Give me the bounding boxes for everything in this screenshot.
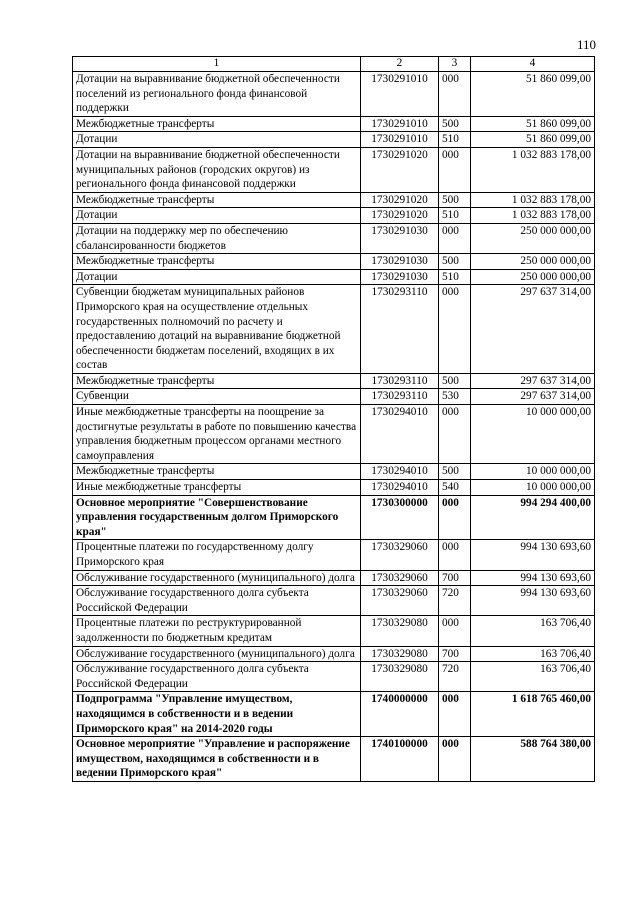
row-type-cell: 000 bbox=[439, 692, 471, 737]
row-sum-cell: 51 860 099,00 bbox=[471, 72, 595, 117]
table-row bbox=[73, 116, 595, 132]
row-code-cell: 1730294010 bbox=[361, 405, 439, 464]
row-name-cell: Обслуживание государственного (муниципального) долга bbox=[73, 570, 361, 586]
row-sum-cell: 1 032 883 178,00 bbox=[471, 147, 595, 192]
row-sum-cell: 10 000 000,00 bbox=[471, 480, 595, 496]
row-sum-cell: 1 032 883 178,00 bbox=[471, 208, 595, 224]
row-code-cell: 1730300000 bbox=[361, 495, 439, 540]
row-name-cell: Обслуживание государственного (муниципального) долга bbox=[73, 646, 361, 662]
row-code-cell: 1730293110 bbox=[361, 373, 439, 389]
row-name-cell: Основное мероприятие "Совершенствование управления государственным долгом Приморского края" bbox=[73, 495, 361, 540]
row-name-cell: Подпрограмма "Управление имуществом, находящимся в собственности и в ведении Приморского края" на 2014-2020 годы bbox=[73, 692, 361, 737]
row-code-cell: 1730294010 bbox=[361, 480, 439, 496]
row-name-cell: Дотации bbox=[73, 132, 361, 148]
row-name-cell: Дотации на выравнивание бюджетной обеспеченности поселений из регионального фонда финансовой поддержки bbox=[73, 72, 361, 117]
row-sum-cell: 994 130 693,60 bbox=[471, 570, 595, 586]
row-name-cell: Обслуживание государственного долга субъекта Российской Федерации bbox=[73, 662, 361, 692]
row-code-cell: 1730291030 bbox=[361, 254, 439, 270]
table-row bbox=[73, 223, 595, 253]
row-sum-cell: 1 032 883 178,00 bbox=[471, 192, 595, 208]
row-name-cell: Межбюджетные трансферты bbox=[73, 373, 361, 389]
row-code-cell: 1730291020 bbox=[361, 147, 439, 192]
row-name-cell: Обслуживание государственного долга субъекта Российской Федерации bbox=[73, 586, 361, 616]
row-sum-cell: 10 000 000,00 bbox=[471, 464, 595, 480]
row-type-cell: 500 bbox=[439, 116, 471, 132]
table-row bbox=[73, 254, 595, 270]
row-type-cell: 500 bbox=[439, 254, 471, 270]
row-name-cell: Дотации на поддержку мер по обеспечению сбалансированности бюджетов bbox=[73, 223, 361, 253]
table-row bbox=[73, 646, 595, 662]
row-code-cell: 1730291020 bbox=[361, 208, 439, 224]
table-row bbox=[73, 405, 595, 464]
table-row bbox=[73, 285, 595, 374]
row-sum-cell: 1 618 765 460,00 bbox=[471, 692, 595, 737]
table-row bbox=[73, 192, 595, 208]
row-code-cell: 1730293110 bbox=[361, 285, 439, 374]
row-name-cell: Иные межбюджетные трансферты на поощрение за достигнутые результаты в работе по повышению качества управления бюджетным процессом органами местного самоуправления bbox=[73, 405, 361, 464]
table-row bbox=[73, 269, 595, 285]
table-row bbox=[73, 147, 595, 192]
row-type-cell: 000 bbox=[439, 737, 471, 782]
row-code-cell: 1730329080 bbox=[361, 616, 439, 646]
table-row bbox=[73, 464, 595, 480]
row-sum-cell: 297 637 314,00 bbox=[471, 285, 595, 374]
row-sum-cell: 250 000 000,00 bbox=[471, 269, 595, 285]
table-row bbox=[73, 495, 595, 540]
row-code-cell: 1730291010 bbox=[361, 132, 439, 148]
row-type-cell: 500 bbox=[439, 192, 471, 208]
row-name-cell: Межбюджетные трансферты bbox=[73, 192, 361, 208]
row-name-cell: Процентные платежи по государственному долгу Приморского края bbox=[73, 540, 361, 570]
row-name-cell: Процентные платежи по реструктурированной задолженности по бюджетным кредитам bbox=[73, 616, 361, 646]
row-type-cell: 000 bbox=[439, 405, 471, 464]
row-type-cell: 000 bbox=[439, 495, 471, 540]
header-sum-column: 4 bbox=[471, 57, 595, 72]
row-type-cell: 510 bbox=[439, 269, 471, 285]
table-row bbox=[73, 208, 595, 224]
row-code-cell: 1730294010 bbox=[361, 464, 439, 480]
row-code-cell: 1730329060 bbox=[361, 586, 439, 616]
row-type-cell: 720 bbox=[439, 662, 471, 692]
row-sum-cell: 250 000 000,00 bbox=[471, 254, 595, 270]
row-name-cell: Субвенции bbox=[73, 389, 361, 405]
row-type-cell: 000 bbox=[439, 72, 471, 117]
row-sum-cell: 994 294 400,00 bbox=[471, 495, 595, 540]
row-code-cell: 1730329060 bbox=[361, 570, 439, 586]
row-name-cell: Основное мероприятие "Управление и распоряжение имуществом, находящимся в собственности и в ведении Приморского края" bbox=[73, 737, 361, 782]
table-row bbox=[73, 373, 595, 389]
table-row bbox=[73, 540, 595, 570]
row-name-cell: Межбюджетные трансферты bbox=[73, 254, 361, 270]
row-type-cell: 000 bbox=[439, 616, 471, 646]
header-row bbox=[73, 57, 595, 72]
table-body bbox=[73, 72, 595, 782]
table-row bbox=[73, 480, 595, 496]
row-code-cell: 1730329080 bbox=[361, 646, 439, 662]
header-type-column: 3 bbox=[439, 57, 471, 72]
row-sum-cell: 163 706,40 bbox=[471, 646, 595, 662]
row-type-cell: 530 bbox=[439, 389, 471, 405]
row-type-cell: 500 bbox=[439, 464, 471, 480]
row-code-cell: 1730291020 bbox=[361, 192, 439, 208]
row-sum-cell: 163 706,40 bbox=[471, 616, 595, 646]
row-code-cell: 1730291010 bbox=[361, 72, 439, 117]
row-type-cell: 700 bbox=[439, 570, 471, 586]
row-sum-cell: 51 860 099,00 bbox=[471, 132, 595, 148]
row-name-cell: Субвенции бюджетам муниципальных районов Приморского края на осуществление отдельных государственных полномочий по расчету и предоставлению дотаций на выравнивание бюджетной обеспеченности бюджетам поселений, входящих в их состав bbox=[73, 285, 361, 374]
budget-table bbox=[72, 56, 595, 782]
row-name-cell: Иные межбюджетные трансферты bbox=[73, 480, 361, 496]
row-type-cell: 000 bbox=[439, 147, 471, 192]
row-name-cell: Межбюджетные трансферты bbox=[73, 464, 361, 480]
row-type-cell: 510 bbox=[439, 208, 471, 224]
row-name-cell: Дотации bbox=[73, 269, 361, 285]
table-row bbox=[73, 72, 595, 117]
row-type-cell: 000 bbox=[439, 285, 471, 374]
row-sum-cell: 994 130 693,60 bbox=[471, 540, 595, 570]
row-type-cell: 000 bbox=[439, 223, 471, 253]
table-row bbox=[73, 692, 595, 737]
row-type-cell: 720 bbox=[439, 586, 471, 616]
row-type-cell: 500 bbox=[439, 373, 471, 389]
row-code-cell: 1740000000 bbox=[361, 692, 439, 737]
row-sum-cell: 994 130 693,60 bbox=[471, 586, 595, 616]
row-code-cell: 1730329080 bbox=[361, 662, 439, 692]
table-row bbox=[73, 132, 595, 148]
page-number: 110 bbox=[576, 37, 596, 52]
row-code-cell: 1730291030 bbox=[361, 269, 439, 285]
row-sum-cell: 10 000 000,00 bbox=[471, 405, 595, 464]
row-code-cell: 1730291010 bbox=[361, 116, 439, 132]
row-name-cell: Межбюджетные трансферты bbox=[73, 116, 361, 132]
table-row bbox=[73, 570, 595, 586]
row-code-cell: 1730293110 bbox=[361, 389, 439, 405]
row-code-cell: 1730329060 bbox=[361, 540, 439, 570]
header-name-column: 1 bbox=[73, 57, 361, 72]
row-sum-cell: 163 706,40 bbox=[471, 662, 595, 692]
table-row bbox=[73, 662, 595, 692]
row-code-cell: 1730291030 bbox=[361, 223, 439, 253]
row-type-cell: 510 bbox=[439, 132, 471, 148]
row-type-cell: 700 bbox=[439, 646, 471, 662]
row-sum-cell: 297 637 314,00 bbox=[471, 389, 595, 405]
row-sum-cell: 588 764 380,00 bbox=[471, 737, 595, 782]
table-row bbox=[73, 737, 595, 782]
row-sum-cell: 297 637 314,00 bbox=[471, 373, 595, 389]
row-name-cell: Дотации bbox=[73, 208, 361, 224]
row-type-cell: 540 bbox=[439, 480, 471, 496]
table-row bbox=[73, 586, 595, 616]
row-sum-cell: 250 000 000,00 bbox=[471, 223, 595, 253]
table-header bbox=[73, 57, 595, 72]
table-row bbox=[73, 389, 595, 405]
header-code-column: 2 bbox=[361, 57, 439, 72]
row-name-cell: Дотации на выравнивание бюджетной обеспеченности муниципальных районов (городских округов) из регионального фонда финансовой поддержки bbox=[73, 147, 361, 192]
row-sum-cell: 51 860 099,00 bbox=[471, 116, 595, 132]
row-type-cell: 000 bbox=[439, 540, 471, 570]
table-row bbox=[73, 616, 595, 646]
row-code-cell: 1740100000 bbox=[361, 737, 439, 782]
